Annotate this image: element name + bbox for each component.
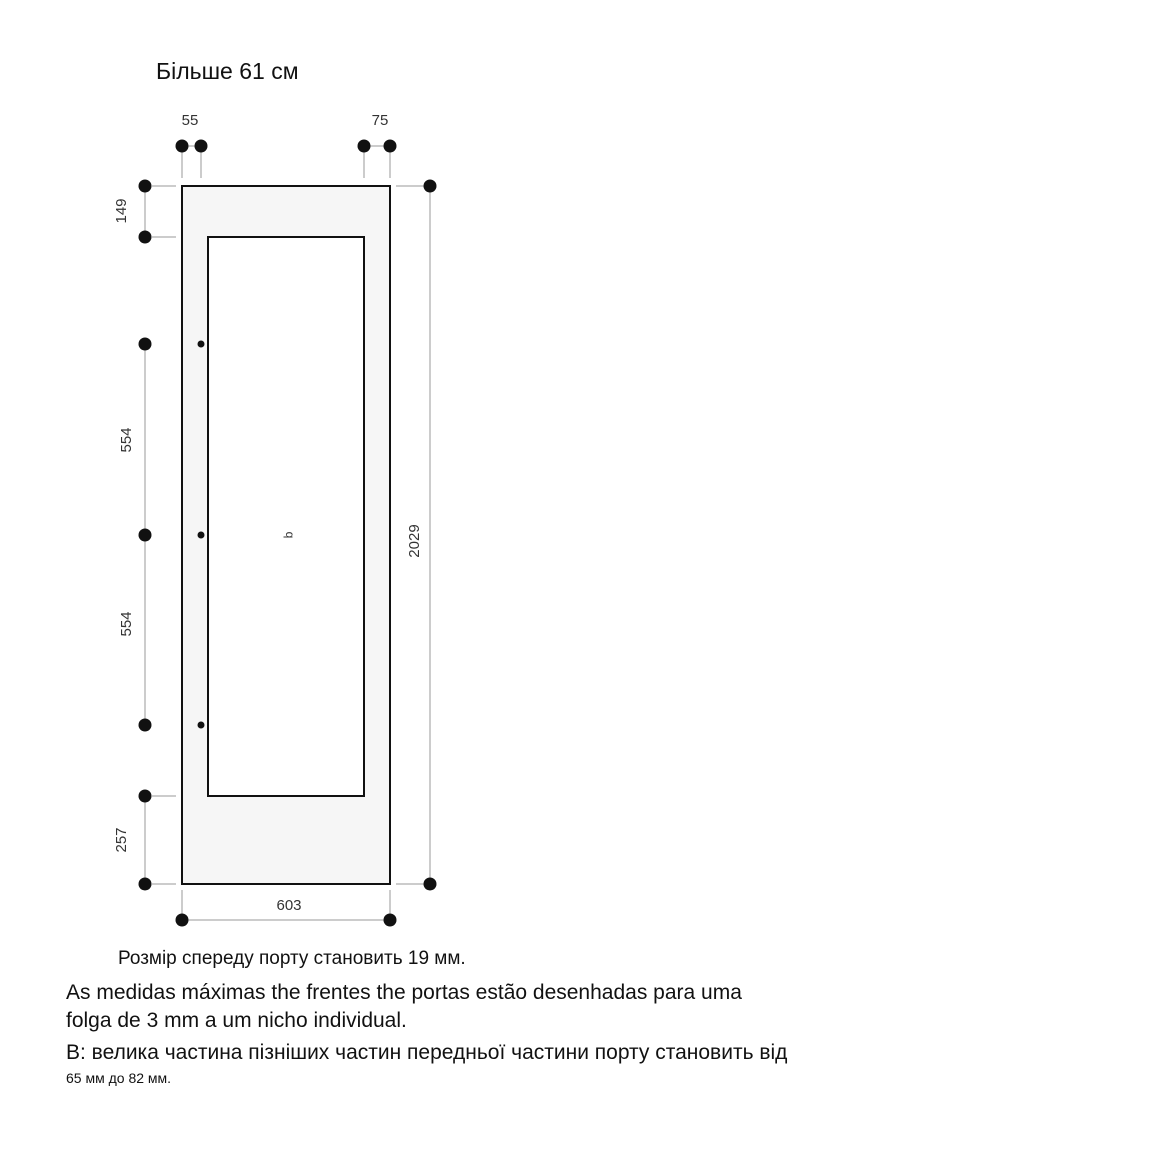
total-height-label: 2029 [406,524,423,558]
hinge-point [198,532,205,539]
note-line-1: Розмір спереду порту становить 19 мм. [118,948,466,969]
top-offset-dimensions [182,146,390,178]
dimension-dot [139,529,152,542]
center-mark: q [283,531,297,539]
top-gap-label: 149 [113,198,130,224]
dimension-dot [139,231,152,244]
bottom-gap-label: 257 [113,827,130,853]
dimension-dot [139,338,152,351]
dimension-dot [384,140,397,153]
dimension-dot [139,878,152,891]
dimension-dot [424,878,437,891]
dimension-dot [358,140,371,153]
note-line-2: As medidas máximas the frentes the portas estão desenhadas para uma [66,981,742,1004]
hinge-spacing-1-label: 554 [118,427,135,453]
dimension-dot [139,180,152,193]
left-offset-label: 55 [181,112,199,129]
dimension-dot [424,180,437,193]
dimension-dot [139,790,152,803]
hinge-point [198,722,205,729]
dimension-dot [176,140,189,153]
glass-opening [208,237,364,796]
dimension-dot [195,140,208,153]
hinge-spacing-2-label: 554 [118,611,135,637]
right-offset-label: 75 [371,112,389,129]
hinge-point [198,341,205,348]
note-line-3: folga de 3 mm a um nicho individual. [66,1009,407,1032]
dimension-dot [139,719,152,732]
note-line-4: B: велика частина пізніших частин передньої частини порту становить від [66,1041,788,1064]
note-line-5: 65 мм до 82 мм. [66,1070,172,1086]
width-label: 603 [276,897,302,914]
dimension-dot [176,914,189,927]
dimension-dot [384,914,397,927]
diagram-title: Більше 61 см [156,58,299,84]
